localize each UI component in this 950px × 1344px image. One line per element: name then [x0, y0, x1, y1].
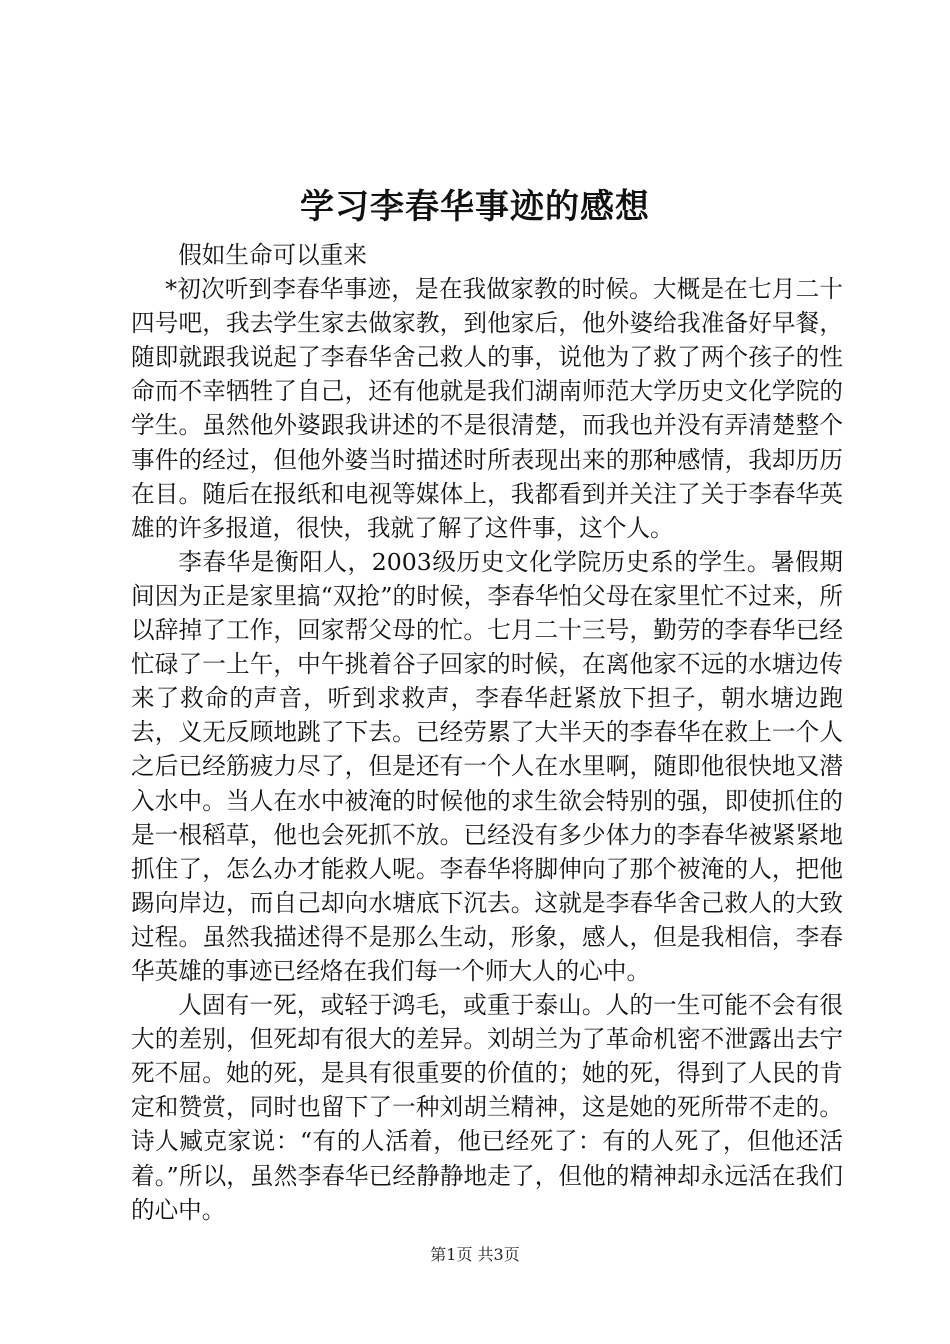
subtitle-line: 假如生命可以重来	[178, 241, 367, 269]
paragraph-3: 人固有一死，或轻于鸿毛，或重于泰山。人的一生可能不会有很大的差别，但死却有很大的差异。刘胡兰为了革命机密不泄露出去宁死不屈。她的死，是具有很重要的价值的；她的死，得到了人民的肯定和赞赏，同时也留下了一种刘胡兰精神，这是她的死所带不走的。诗人臧克家说：“有的人活着，他已经死了：有的人死了，但他还活着。”所以，虽然李春华已经静静地走了，但他的精神却永远活在我们的心中。	[131, 991, 843, 1224]
document-title: 学习李春华事迹的感想	[300, 187, 650, 227]
paragraph-1: *初次听到李春华事迹，是在我做家教的时候。大概是在七月二十四号吧，我去学生家去做家教，到他家后，他外婆给我准备好早餐，随即就跟我说起了李春华舍己救人的事，说他为了救了两个孩子的性命而不幸牺牲了自己，还有他就是我们湖南师范大学历史文化学院的学生。虽然他外婆跟我讲述的不是很清楚，而我也并没有弄清楚整个事件的经过，但他外婆当时描述时所表现出来的那种感情，我却历历在目。随后在报纸和电视等媒体上，我都看到并关注了关于李春华英雄的许多报道，很快，我就了解了这件事，这个人。	[131, 275, 843, 542]
document-body	[131, 238, 843, 1227]
paragraph-2: 李春华是衡阳人，2003级历史文化学院历史系的学生。暑假期间因为正是家里搞“双抢”的时候，李春华怕父母在家里忙不过来，所以辞掉了工作，回家帮父母的忙。七月二十三号，勤劳的李春华已经忙碌了一上午，中午挑着谷子回家的时候，在离他家不远的水塘边传来了救命的声音，听到求救声，李春华赶紧放下担子，朝水塘边跑去，义无反顾地跳了下去。已经劳累了大半天的李春华在救上一个人之后已经筋疲力尽了，但是还有一个人在水里啊，随即他很快地又潜入水中。当人在水中被淹的时候他的求生欲会特别的强，即使抓住的是一根稻草，他也会死抓不放。已经没有多少体力的李春华被紧紧地抓住了，怎么办才能救人呢。李春华将脚伸向了那个被淹的人，把他踢向岸边，而自己却向水塘底下沉去。这就是李春华舍己救人的大致过程。虽然我描述得不是那么生动，形象，感人，但是我相信，李春华英雄的事迹已经烙在我们每一个师大人的心中。	[131, 547, 843, 985]
page-footer: 第1页 共3页	[430, 1245, 520, 1264]
